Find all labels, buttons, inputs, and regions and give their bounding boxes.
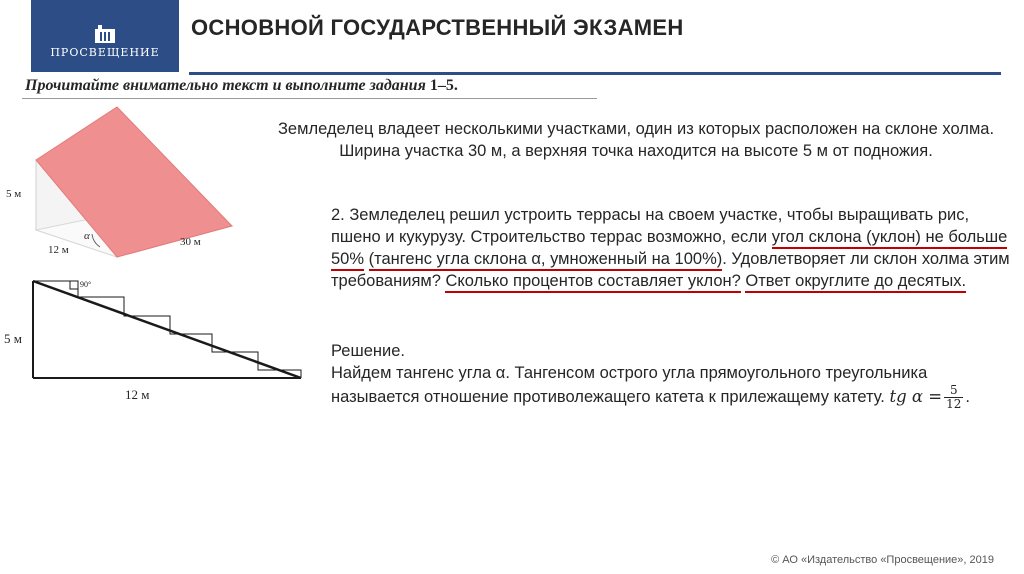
instruction xyxy=(25,77,458,95)
page-title: ОСНОВНОЙ ГОСУДАРСТВЕННЫЙ ЭКЗАМЕН xyxy=(191,15,684,40)
logo-text: ПРОСВЕЩЕНИЕ xyxy=(50,46,160,59)
terrace-height-label: 5 м xyxy=(4,331,22,346)
right-angle-label: 90° xyxy=(80,280,92,289)
solution-text: Найдем тангенс угла α. Тангенсом острого угла прямоугольного треугольника называется отношение противолежащего катета к прилежащему катету. tg α = $\frac{5}{12}$ . xyxy=(331,364,970,411)
terrace-base-label: 12 м xyxy=(125,387,150,402)
logo-emblem-icon xyxy=(95,25,115,43)
task-2 xyxy=(331,204,1011,292)
underline-slope-condition: угол склона (уклон) не больше 50% xyxy=(331,228,1007,271)
terrace-figure xyxy=(0,275,310,410)
hypotenuse xyxy=(33,281,301,378)
formula-fraction xyxy=(944,384,963,411)
task-text-2: . Удовлетворяет ли склон холма этим требованиям? xyxy=(331,250,1010,290)
underline-question: Сколько процентов составляет уклон? xyxy=(445,272,740,293)
underline-tangent-definition: (тангенс угла склона α, умноженный на 100%) xyxy=(369,250,723,271)
slope-figure xyxy=(0,105,240,265)
slope-length-label: 30 м xyxy=(180,236,201,248)
angle-label: α xyxy=(84,230,90,242)
instruction-divider xyxy=(22,98,597,99)
formula-lhs: tg α = xyxy=(889,386,943,406)
task-text-1: 2. Земледелец решил устроить террасы на своем участке, чтобы выращивать рис, пшено и кукурузу. Строительство террас возможно, если xyxy=(331,206,970,246)
problem-intro: Земледелец владеет несколькими участками, один из которых расположен на склоне холма. Ширина участка 30 м, а верхняя точка находится на высоте 5 м от подножия. xyxy=(277,120,995,160)
publisher-logo xyxy=(31,0,179,72)
solution xyxy=(331,340,1011,411)
instruction-text: Прочитайте внимательно текст и выполните задания xyxy=(25,77,430,94)
height-label: 5 м xyxy=(6,188,22,200)
fraction-denominator: 12 xyxy=(946,397,962,411)
fraction-numerator: 5 xyxy=(944,384,963,398)
right-angle-mark xyxy=(70,281,78,289)
header-divider xyxy=(189,72,1001,75)
instruction-range: 1–5. xyxy=(429,77,458,94)
underline-rounding: Ответ округлите до десятых. xyxy=(745,272,966,293)
solution-heading: Решение. xyxy=(331,342,405,360)
base-label: 12 м xyxy=(48,244,69,256)
copyright-footer: © АО «Издательство «Просвещение», 2019 xyxy=(771,554,994,566)
